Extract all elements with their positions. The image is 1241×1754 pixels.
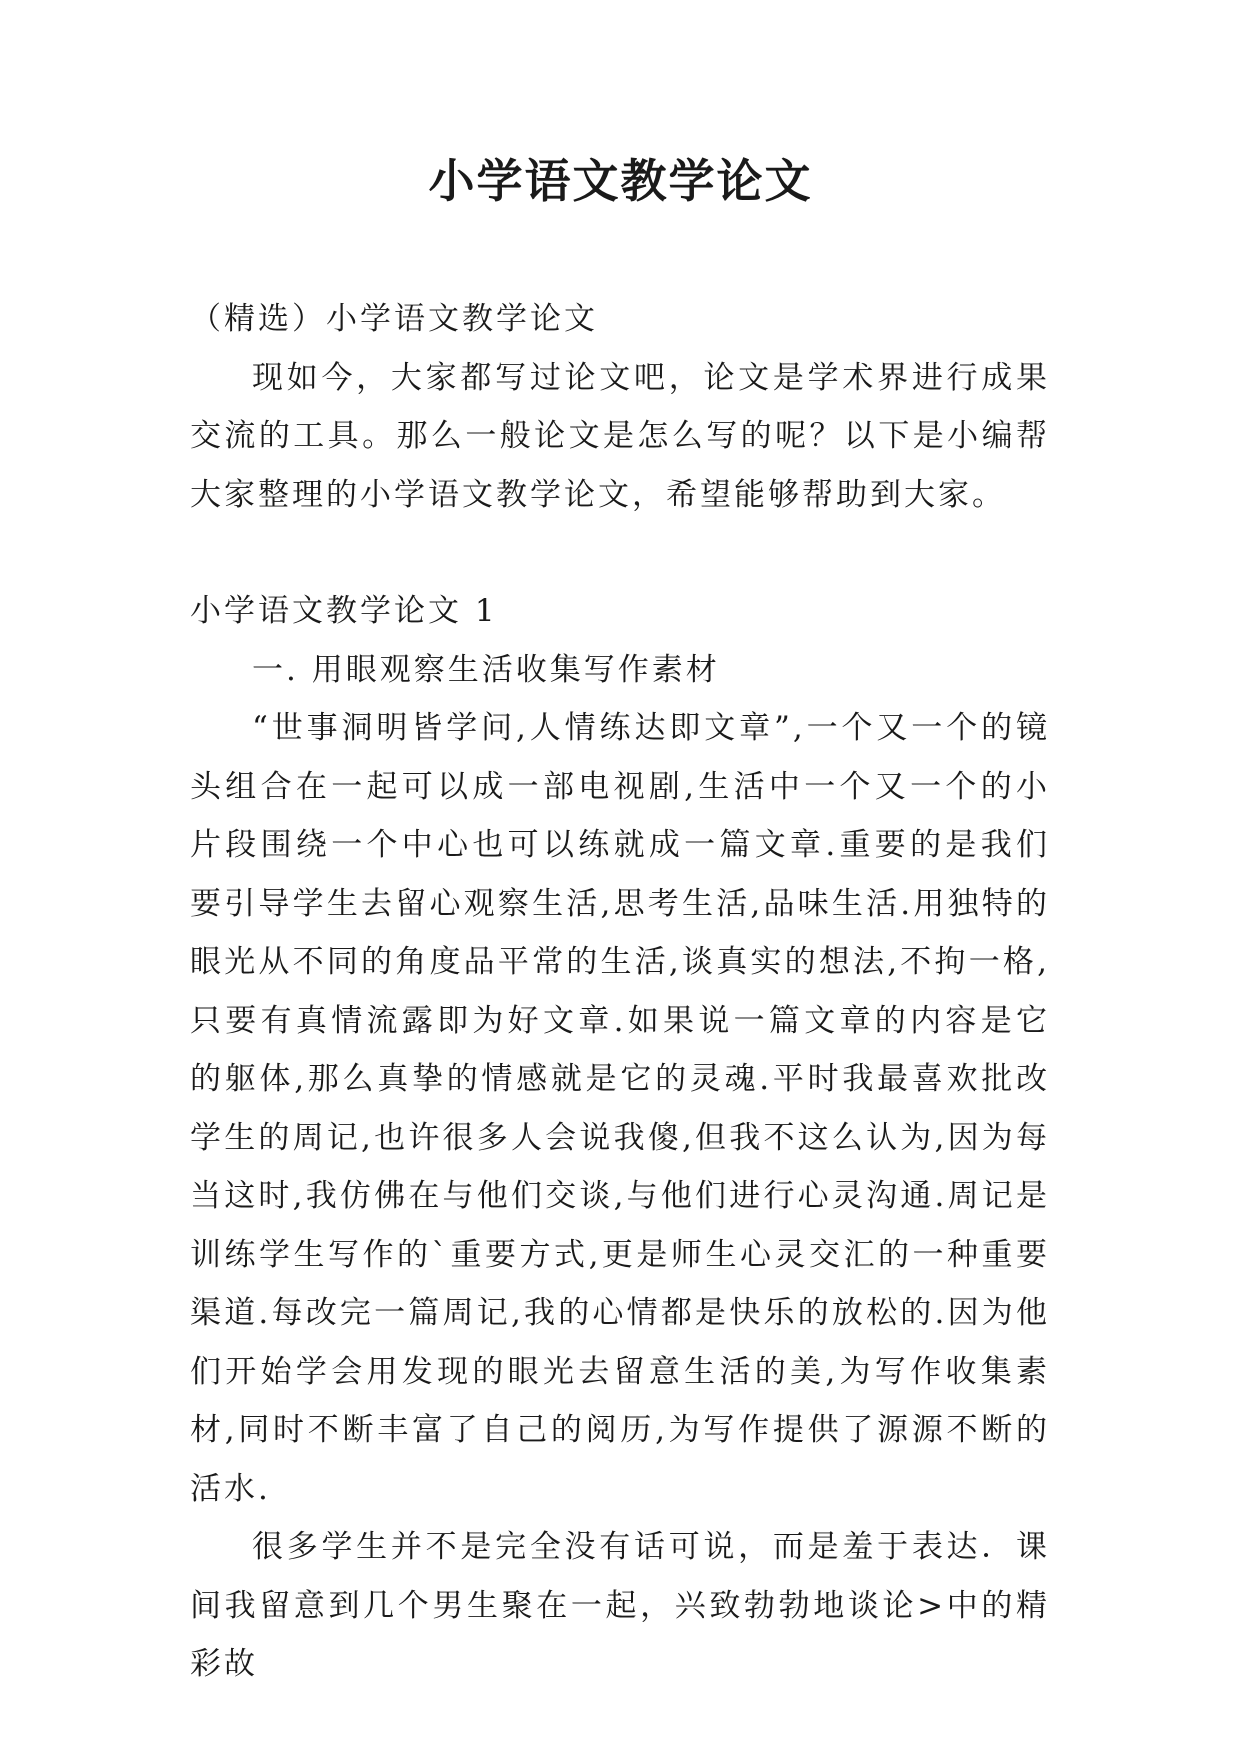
document-title: 小学语文教学论文 [428, 154, 813, 208]
body-paragraph-1: “世事洞明皆学问,人情练达即文章”,一个又一个的镜头组合在一起可以成一部电视剧,生活中一个又一个的小片段围绕一个中心也可以练就成一篇文章.重要的是我们要引导学生去留心观察生活,思考生活,品味生活.用独特的眼光从不同的角度品平常的生活,谈真实的想法,不拘一格,只要有真情流露即为好文章.如果说一篇文章的内容是它的躯体,那么真挚的情感就是它的灵魂.平时我最喜欢批改学生的周记,也许很多人会说我傻,但我不这么认为,因为每当这时,我仿佛在与他们交谈,与他们进行心灵沟通.周记是训练学生写作的`重要方式,更是师生心灵交汇的一种重要渠道.每改完一篇周记,我的心情都是快乐的放松的.因为他们开始学会用发现的眼光去留意生活的美,为写作收集素材,同时不断丰富了自己的阅历,为写作提供了源源不断的活水. [190, 710, 1050, 1507]
paragraph-spacer [190, 524, 1050, 582]
intro-paragraph: 现如今，大家都写过论文吧，论文是学术界进行成果交流的工具。那么一般论文是怎么写的呢？以下是小编帮大家整理的小学语文教学论文，希望能够帮助到大家。 [190, 359, 1050, 513]
section-subheading: 一. 用眼观察生活收集写作素材 [252, 651, 720, 688]
body-paragraph-2: 很多学生并不是完全没有话可说，而是羞于表达．课间我留意到几个男生聚在一起，兴致勃勃地谈论>中的精彩故 [190, 1529, 1050, 1682]
section-heading: 小学语文教学论文 1 [190, 593, 498, 629]
document-body [190, 290, 1050, 1694]
document-subtitle: （精选）小学语文教学论文 [190, 301, 598, 337]
